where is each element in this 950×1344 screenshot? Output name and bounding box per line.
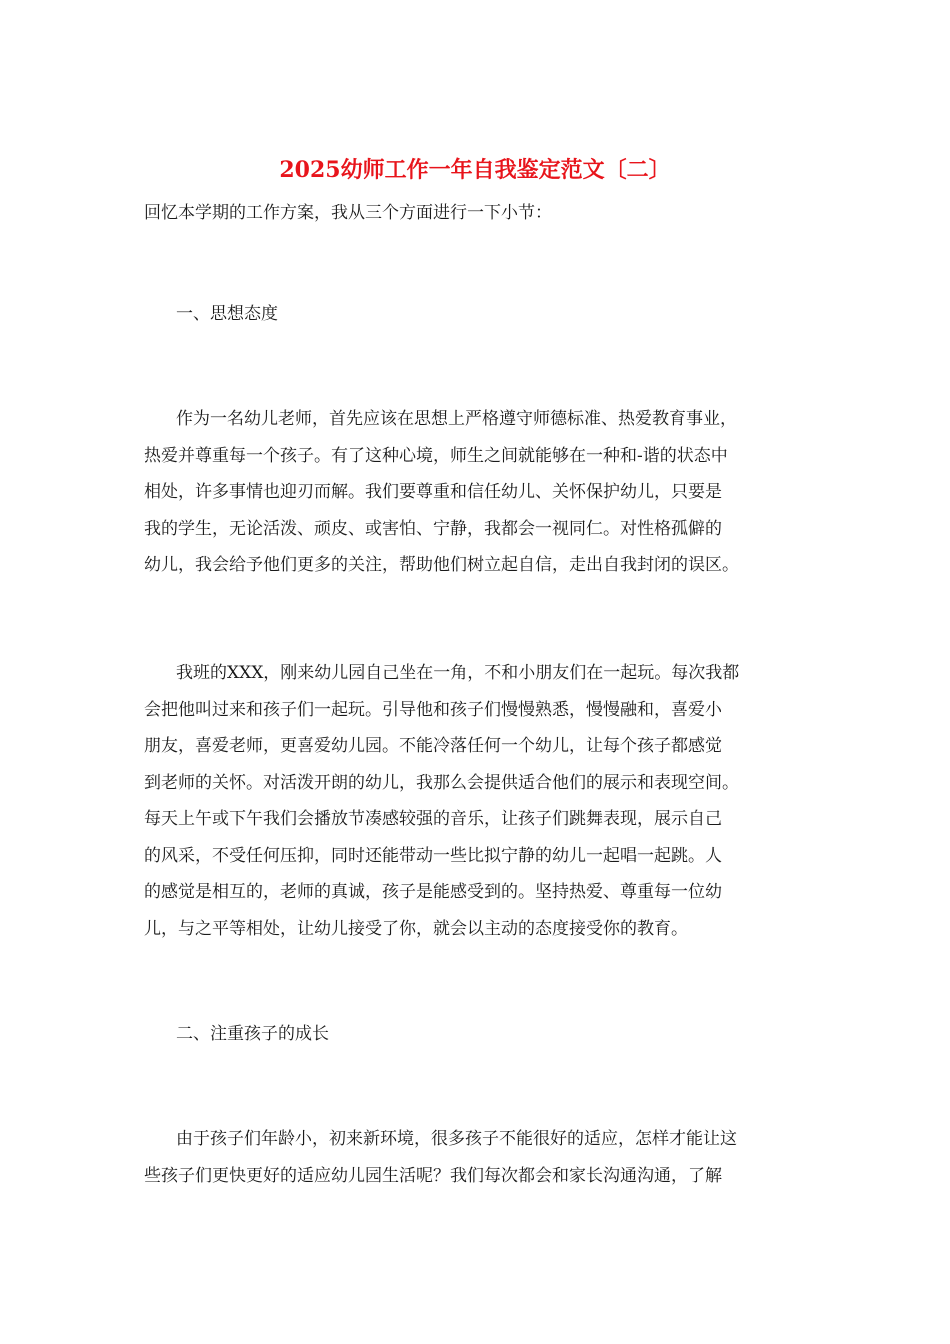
intro-paragraph: 回忆本学期的工作方案，我从三个方面进行一下小节： — [144, 203, 552, 223]
paragraph-line: 儿，与之平等相处，让幼儿接受了你，就会以主动的态度接受你的教育。 — [144, 918, 688, 939]
paragraph-adaptation — [144, 1121, 808, 1194]
paragraph-child-example — [144, 655, 808, 947]
paragraph-line: 作为一名幼儿老师，首先应该在思想上严格遵守师德标准、热爱教育事业， — [176, 409, 737, 429]
paragraph-line: 我的学生，无论活泼、顽皮、或害怕、宁静，我都会一视同仁。对性格孤僻的 — [144, 518, 722, 539]
paragraph-line: 热爱并尊重每一个孩子。有了这种心境，师生之间就能够在一种和-谐的状态中 — [144, 445, 728, 466]
paragraph-line: 相处，许多事情也迎刃而解。我们要尊重和信任幼儿、关怀保护幼儿，只要是 — [144, 482, 722, 502]
paragraph-line: 由于孩子们年龄小，初来新环境，很多孩子不能很好的适应，怎样才能让这 — [176, 1129, 737, 1149]
paragraph-line: 的风采，不受任何压抑，同时还能带动一些比拟宁静的幼儿一起唱一起跳。人 — [144, 845, 722, 866]
paragraph-line: 幼儿，我会给予他们更多的关注，帮助他们树立起自信，走出自我封闭的误区。 — [144, 555, 739, 575]
document-title: 2025幼师工作一年自我鉴定范文〔二〕 — [279, 157, 671, 183]
paragraph-line: 我班的XXX，刚来幼儿园自己坐在一角，不和小朋友们在一起玩。每次我都 — [176, 663, 740, 683]
paragraph-line: 朋友，喜爱老师，更喜爱幼儿园。不能冷落任何一个幼儿，让每个孩子都感觉 — [144, 736, 722, 756]
section-heading-attitude: 一、思想态度 — [176, 304, 278, 324]
paragraph-line: 每天上午或下午我们会播放节凑感较强的音乐，让孩子们跳舞表现，展示自己 — [144, 809, 722, 829]
paragraph-line: 会把他叫过来和孩子们一起玩。引导他和孩子们慢慢熟悉，慢慢融和，喜爱小 — [144, 699, 722, 720]
paragraph-line: 到老师的关怀。对活泼开朗的幼儿，我那么会提供适合他们的展示和表现空间。 — [144, 772, 739, 793]
paragraph-teacher-ethics — [144, 401, 808, 584]
section-heading-growth: 二、注重孩子的成长 — [176, 1024, 329, 1044]
paragraph-line: 的感觉是相互的，老师的真诚，孩子是能感受到的。坚持热爱、尊重每一位幼 — [144, 882, 722, 902]
paragraph-line: 些孩子们更快更好的适应幼儿园生活呢？我们每次都会和家长沟通沟通，了解 — [144, 1165, 722, 1186]
